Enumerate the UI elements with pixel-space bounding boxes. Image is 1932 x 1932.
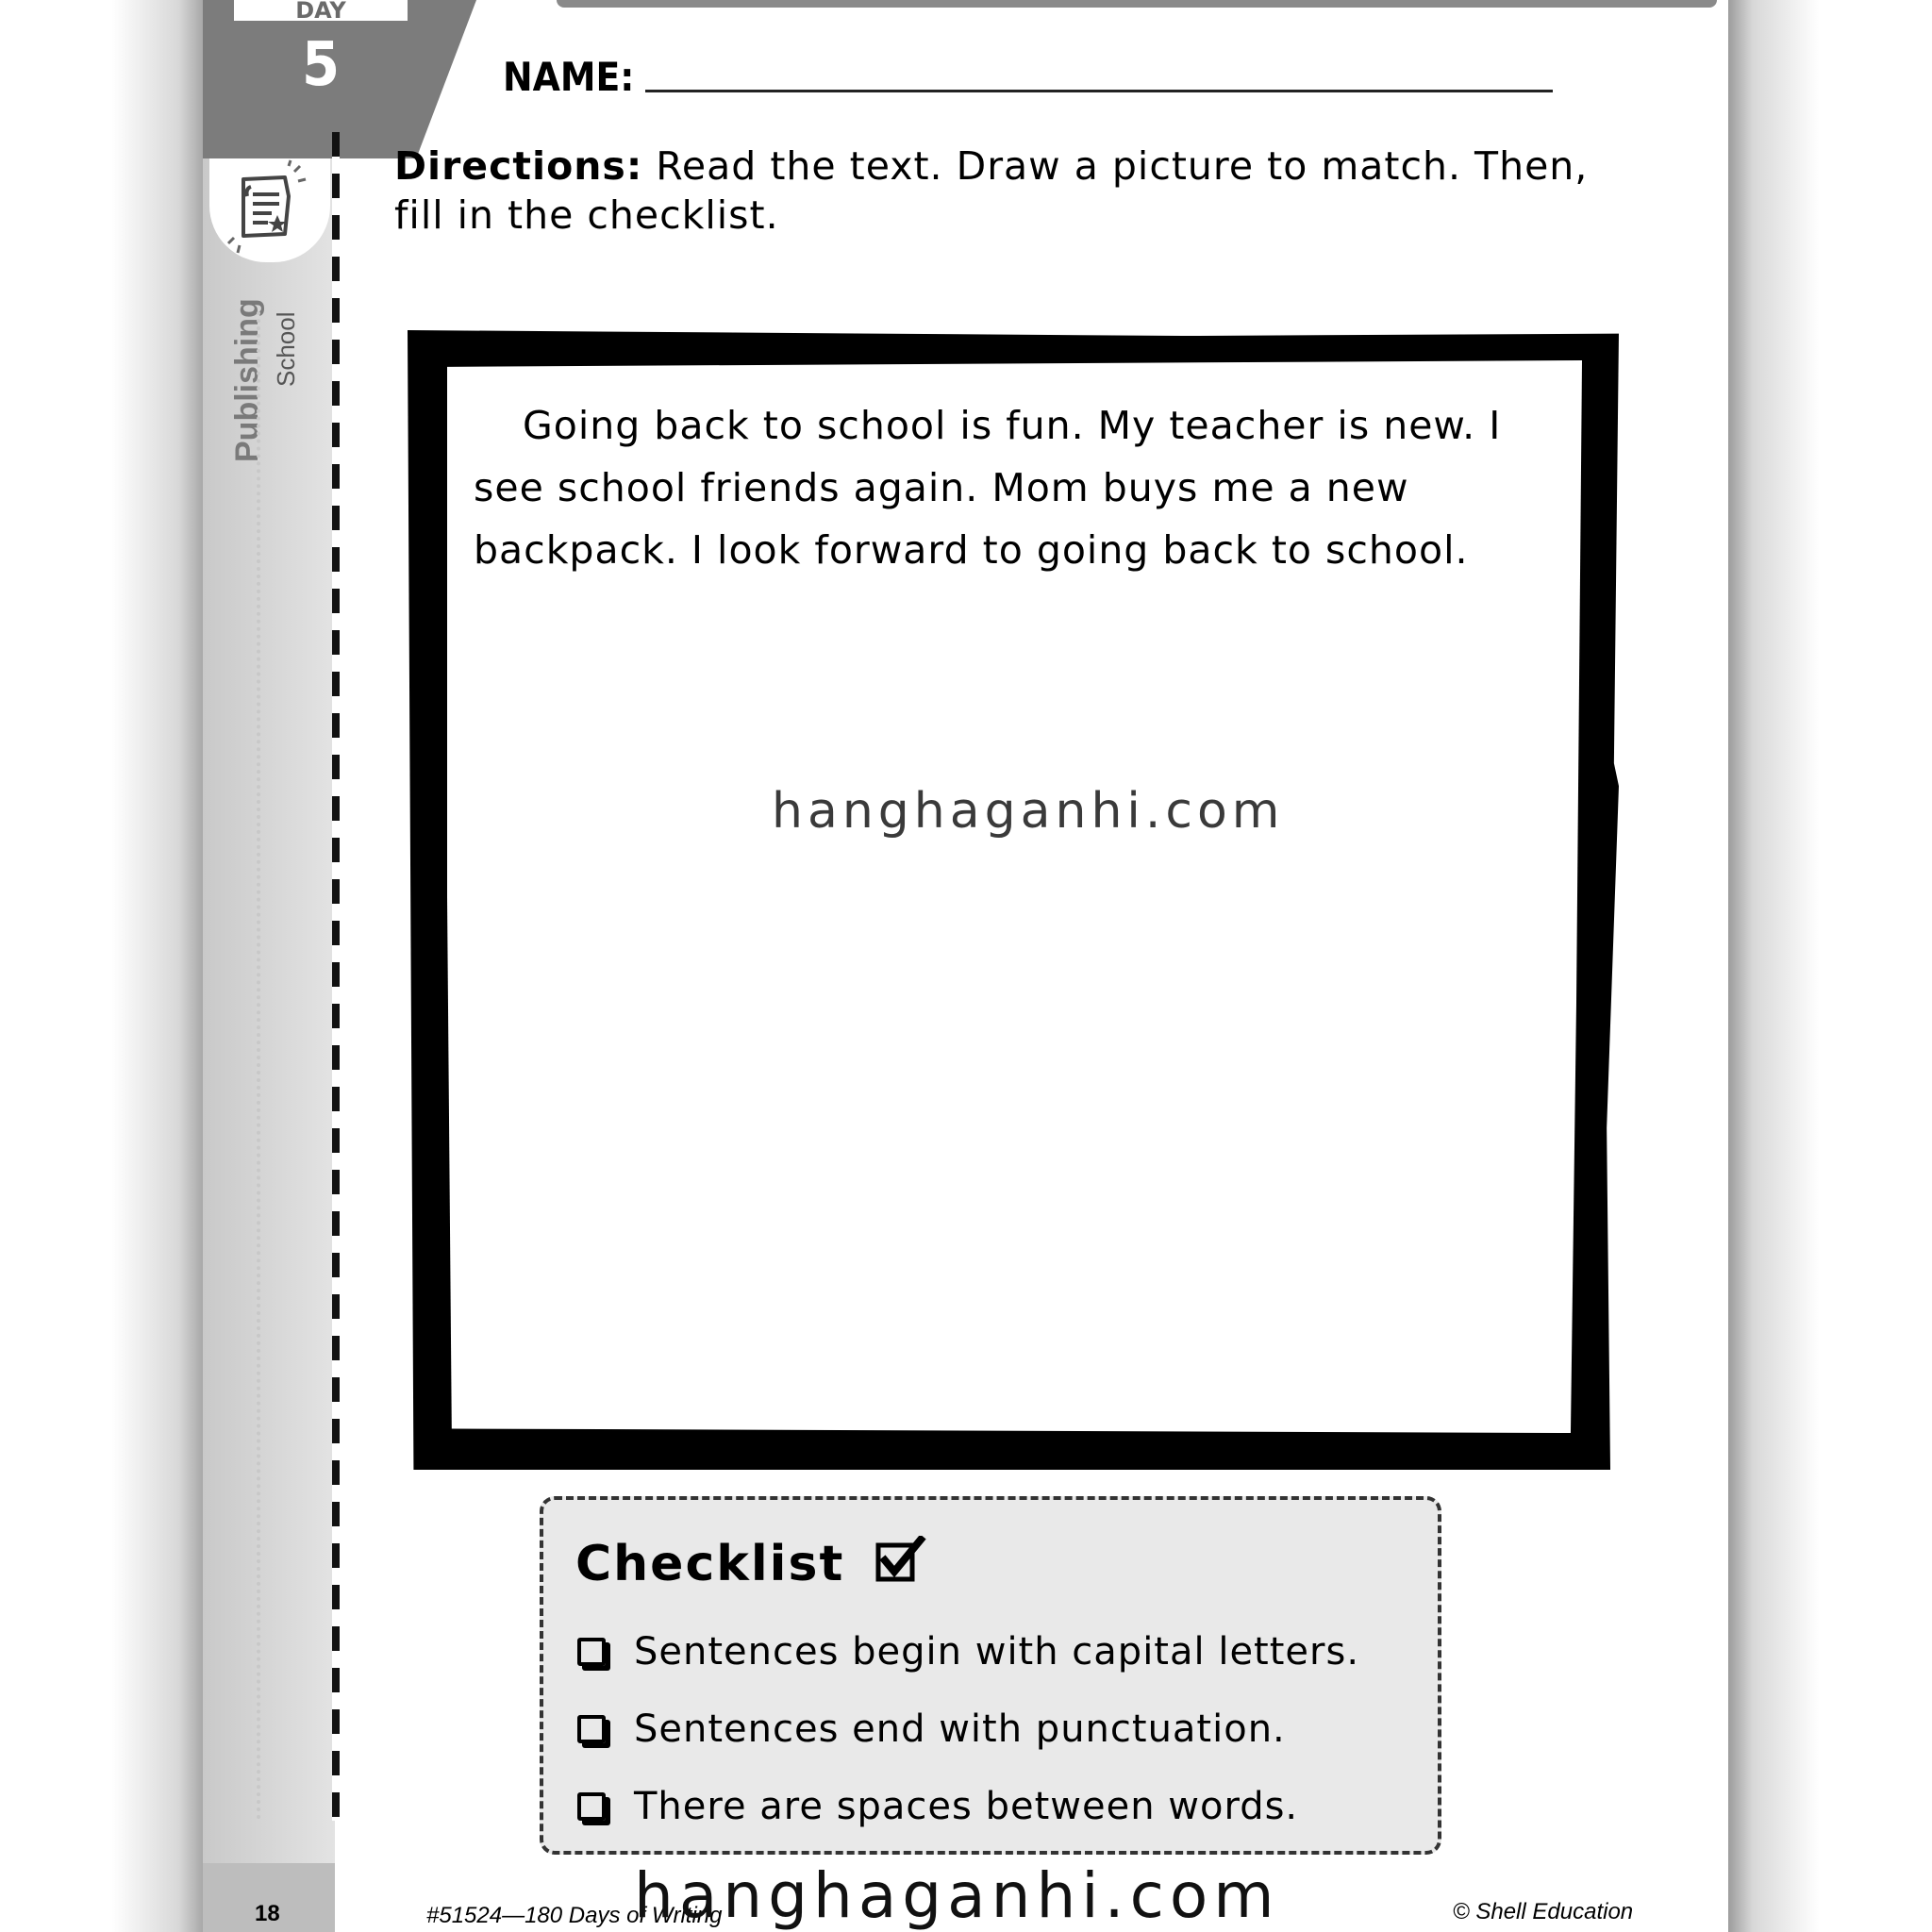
dashed-rail (332, 132, 340, 1821)
checklist-item[interactable] (577, 1628, 1359, 1675)
day-number: 5 (301, 30, 341, 100)
page-edge-left (0, 0, 203, 1932)
directions-text: Read the text. Draw a picture to match. Then, fill in the checklist. (394, 143, 1589, 238)
side-band (203, 0, 335, 1863)
checkbox-icon[interactable] (577, 1792, 606, 1821)
page-edge-right (1728, 0, 1932, 1932)
checkbox-checked-icon (875, 1536, 926, 1585)
checklist-item[interactable] (577, 1706, 1286, 1753)
page-number: 18 (255, 1901, 280, 1926)
checklist-title: Checklist (575, 1536, 845, 1592)
name-label: NAME: (503, 54, 635, 100)
directions-lead: Directions: (394, 143, 643, 189)
icon-badge (209, 158, 330, 262)
name-field[interactable] (645, 90, 1553, 92)
dotted-divider (257, 311, 260, 1821)
day-label: DAY (234, 0, 408, 21)
checklist-item-label: Sentences begin with capital letters. (634, 1630, 1360, 1674)
top-strip (557, 0, 1717, 8)
name-row (503, 45, 1553, 102)
checklist-item[interactable] (577, 1783, 1298, 1830)
reading-passage: Going back to school is fun. My teacher is new. I see school friends again. Mom buys me a new backpack. I look forward to going back to school. (474, 403, 1502, 573)
checklist-item-label: There are spaces between words. (634, 1785, 1299, 1828)
section-label: Publishing (229, 298, 265, 462)
checklist-item-label: Sentences end with punctuation. (634, 1707, 1286, 1751)
checkbox-icon[interactable] (577, 1638, 606, 1666)
directions (394, 142, 1621, 240)
checklist-box (540, 1496, 1441, 1855)
publishing-document-icon (209, 158, 330, 262)
book-reference: #51524—180 Days of Writing (426, 1903, 723, 1928)
checkbox-icon[interactable] (577, 1715, 606, 1743)
topic-label: School (272, 311, 300, 387)
copyright: © Shell Education (1453, 1899, 1634, 1924)
watermark: hanghaganhi.com (772, 783, 1285, 840)
watermark-bottom: hanghaganhi.com (634, 1859, 1280, 1932)
